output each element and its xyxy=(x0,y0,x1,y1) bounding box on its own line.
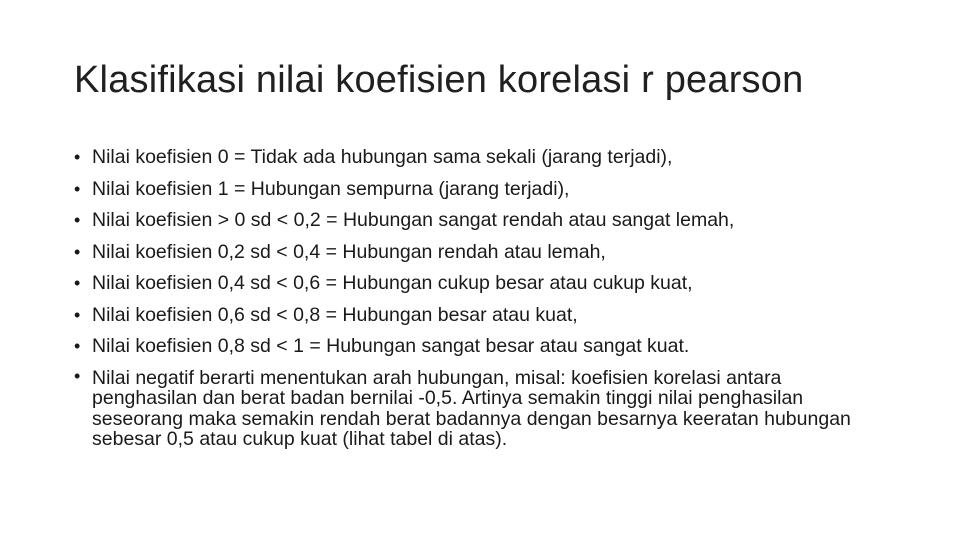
bullet-icon: • xyxy=(74,336,81,356)
list-item xyxy=(74,174,886,206)
bullet-icon: • xyxy=(74,304,81,325)
list-item xyxy=(74,142,886,174)
list-item xyxy=(74,205,886,237)
bullet-icon: • xyxy=(74,241,81,262)
list-item xyxy=(74,300,886,332)
list-item xyxy=(74,363,886,450)
list-item-text: Nilai koefisien 0,6 sd < 0,8 = Hubungan besar atau kuat, xyxy=(92,303,578,326)
list-item-text: Nilai koefisien > 0 sd < 0,2 = Hubungan sangat rendah atau sangat lemah, xyxy=(92,209,735,231)
bullet-icon: • xyxy=(74,365,81,386)
list-item-text: Nilai koefisien 1 = Hubungan sempurna (jarang terjadi), xyxy=(92,177,570,200)
list-item-text: Nilai koefisien 0,8 sd < 1 = Hubungan sangat besar atau sangat kuat. xyxy=(92,335,690,357)
list-item-text: Nilai koefisien 0,4 sd < 0,6 = Hubungan cukup besar atau cukup kuat, xyxy=(92,272,693,294)
bullet-icon: • xyxy=(74,273,81,293)
list-item xyxy=(74,237,886,269)
bullet-icon: • xyxy=(74,210,81,230)
slide-title: Klasifikasi nilai koefisien korelasi r pearson xyxy=(74,59,804,101)
bullet-icon: • xyxy=(74,147,81,167)
bullet-list xyxy=(74,142,886,450)
list-item-text: Nilai negatif berarti menentukan arah hubungan, misal: koefisien korelasi antara penghasilan dan berat badan bernilai -0,5. Artinya semakin tinggi nilai penghasilan seseorang maka semakin rendah berat badannya dengan besarnya keeratan hubungan sebesar 0,5 atau cukup kuat (lihat tabel di atas). xyxy=(92,366,851,450)
list-item-text: Nilai koefisien 0 = Tidak ada hubungan sama sekali (jarang terjadi), xyxy=(92,146,673,168)
list-item-text: Nilai koefisien 0,2 sd < 0,4 = Hubungan rendah atau lemah, xyxy=(92,240,606,263)
list-item xyxy=(74,268,886,300)
list-item xyxy=(74,331,886,363)
bullet-icon: • xyxy=(74,178,81,199)
